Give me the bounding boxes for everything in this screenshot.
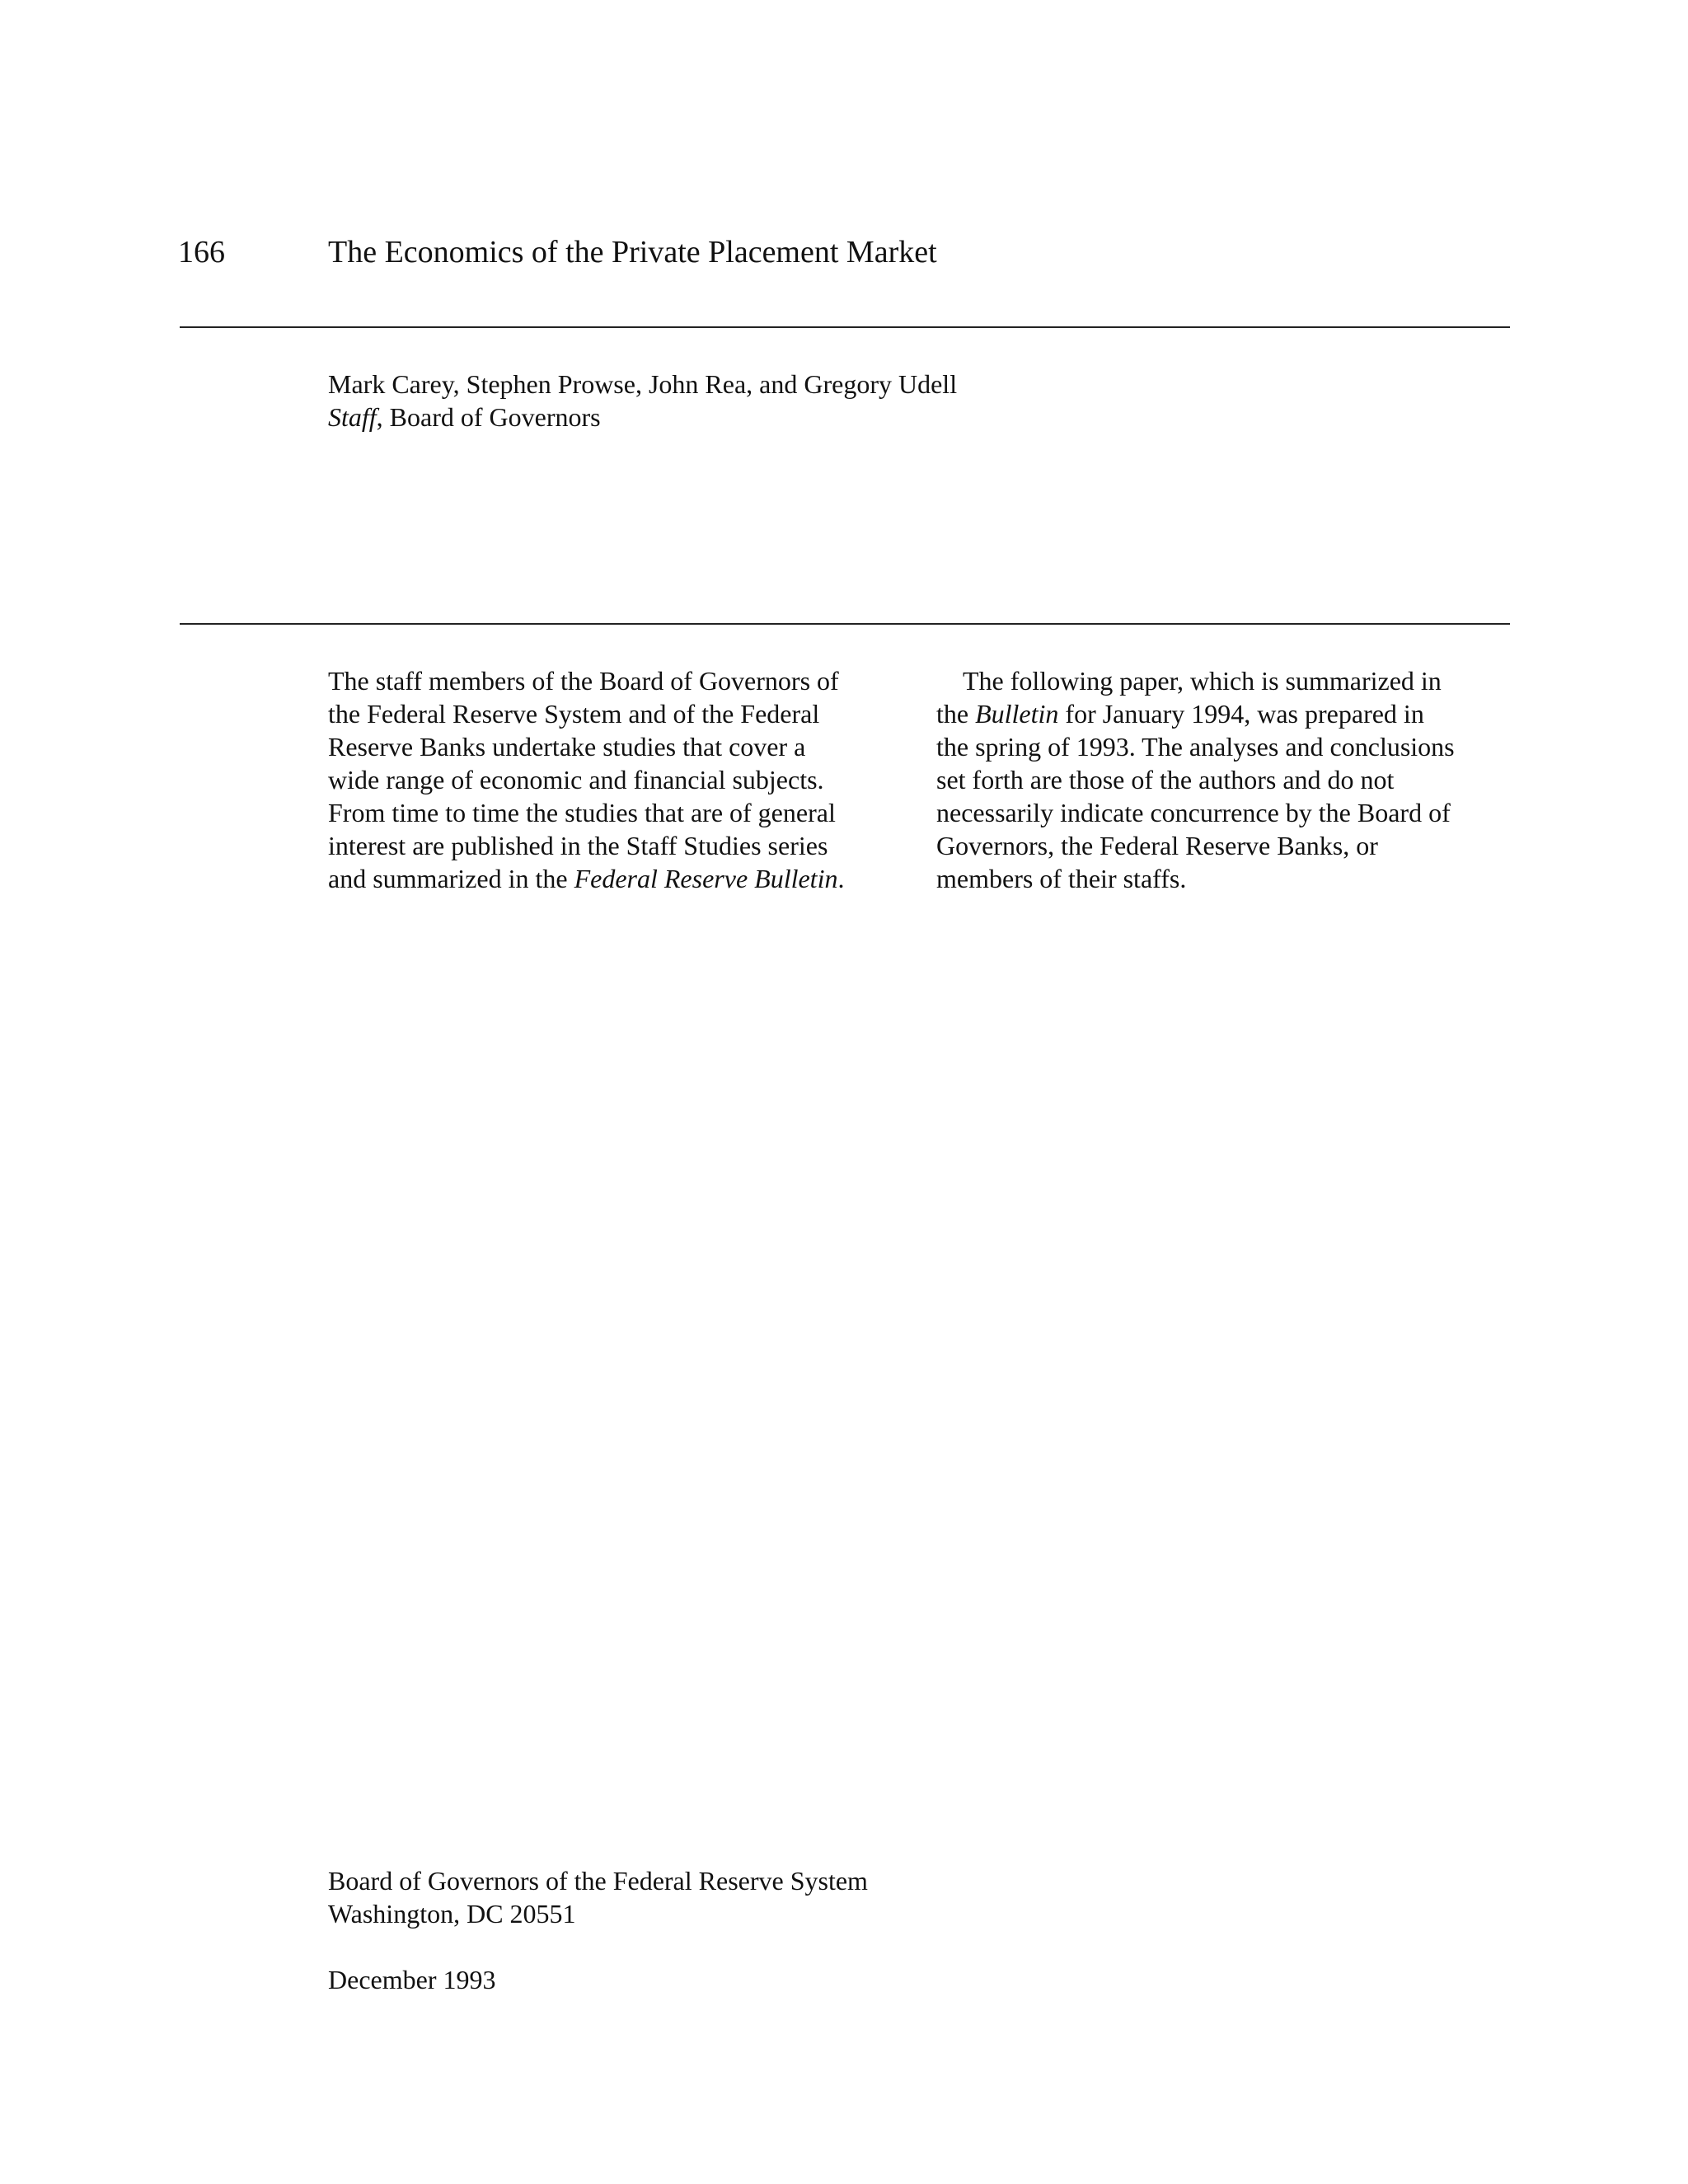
line-text: for January 1994, was prepared in — [1058, 699, 1424, 729]
intro-right-column — [936, 664, 1513, 895]
line-text: and summarized in the — [328, 864, 574, 893]
intro-left-line: The staff members of the Board of Governors of — [328, 666, 839, 696]
publisher-name: Board of Governors of the Federal Reserve System — [328, 1866, 868, 1896]
intro-right-line: Governors, the Federal Reserve Banks, or — [936, 831, 1378, 860]
author-list: Mark Carey, Stephen Prowse, John Rea, and Gregory Udell — [328, 369, 958, 399]
top-divider — [180, 326, 1510, 328]
intro-left-line: interest are published in the Staff Studies series — [328, 831, 828, 860]
intro-right-line: set forth are those of the authors and do not — [936, 765, 1395, 794]
publisher-address: Washington, DC 20551 — [328, 1899, 576, 1929]
publication-date: December 1993 — [328, 1965, 496, 1994]
bulletin-name: Bulletin — [975, 699, 1059, 729]
page-number: 166 — [178, 235, 225, 269]
intro-left-line: Reserve Banks undertake studies that cover a — [328, 732, 806, 762]
running-title: The Economics of the Private Placement Market — [328, 235, 937, 269]
byline — [328, 368, 957, 434]
affiliation-rest: , Board of Governors — [376, 402, 601, 432]
intro-left-line: the Federal Reserve System and of the Federal — [328, 699, 820, 729]
bulletin-title: Federal Reserve Bulletin — [574, 864, 838, 893]
line-text: the — [936, 699, 976, 729]
intro-left-column — [328, 664, 897, 895]
intro-right-line — [936, 697, 1513, 730]
line-text: . — [837, 864, 845, 893]
affiliation-italic: Staff — [328, 402, 377, 432]
intro-right-line: the spring of 1993. The analyses and conclusions — [936, 732, 1455, 762]
publisher-footer — [328, 1864, 868, 1996]
intro-right-line: necessarily indicate concurrence by the Board of — [936, 798, 1451, 827]
middle-divider — [180, 623, 1510, 625]
intro-left-line: From time to time the studies that are of general — [328, 798, 836, 827]
intro-left-line: wide range of economic and financial subjects. — [328, 765, 824, 794]
intro-left-line — [328, 862, 897, 895]
intro-right-line: members of their staffs. — [936, 864, 1187, 893]
author-affiliation — [328, 401, 957, 434]
intro-right-line: The following paper, which is summarized in — [963, 666, 1442, 696]
